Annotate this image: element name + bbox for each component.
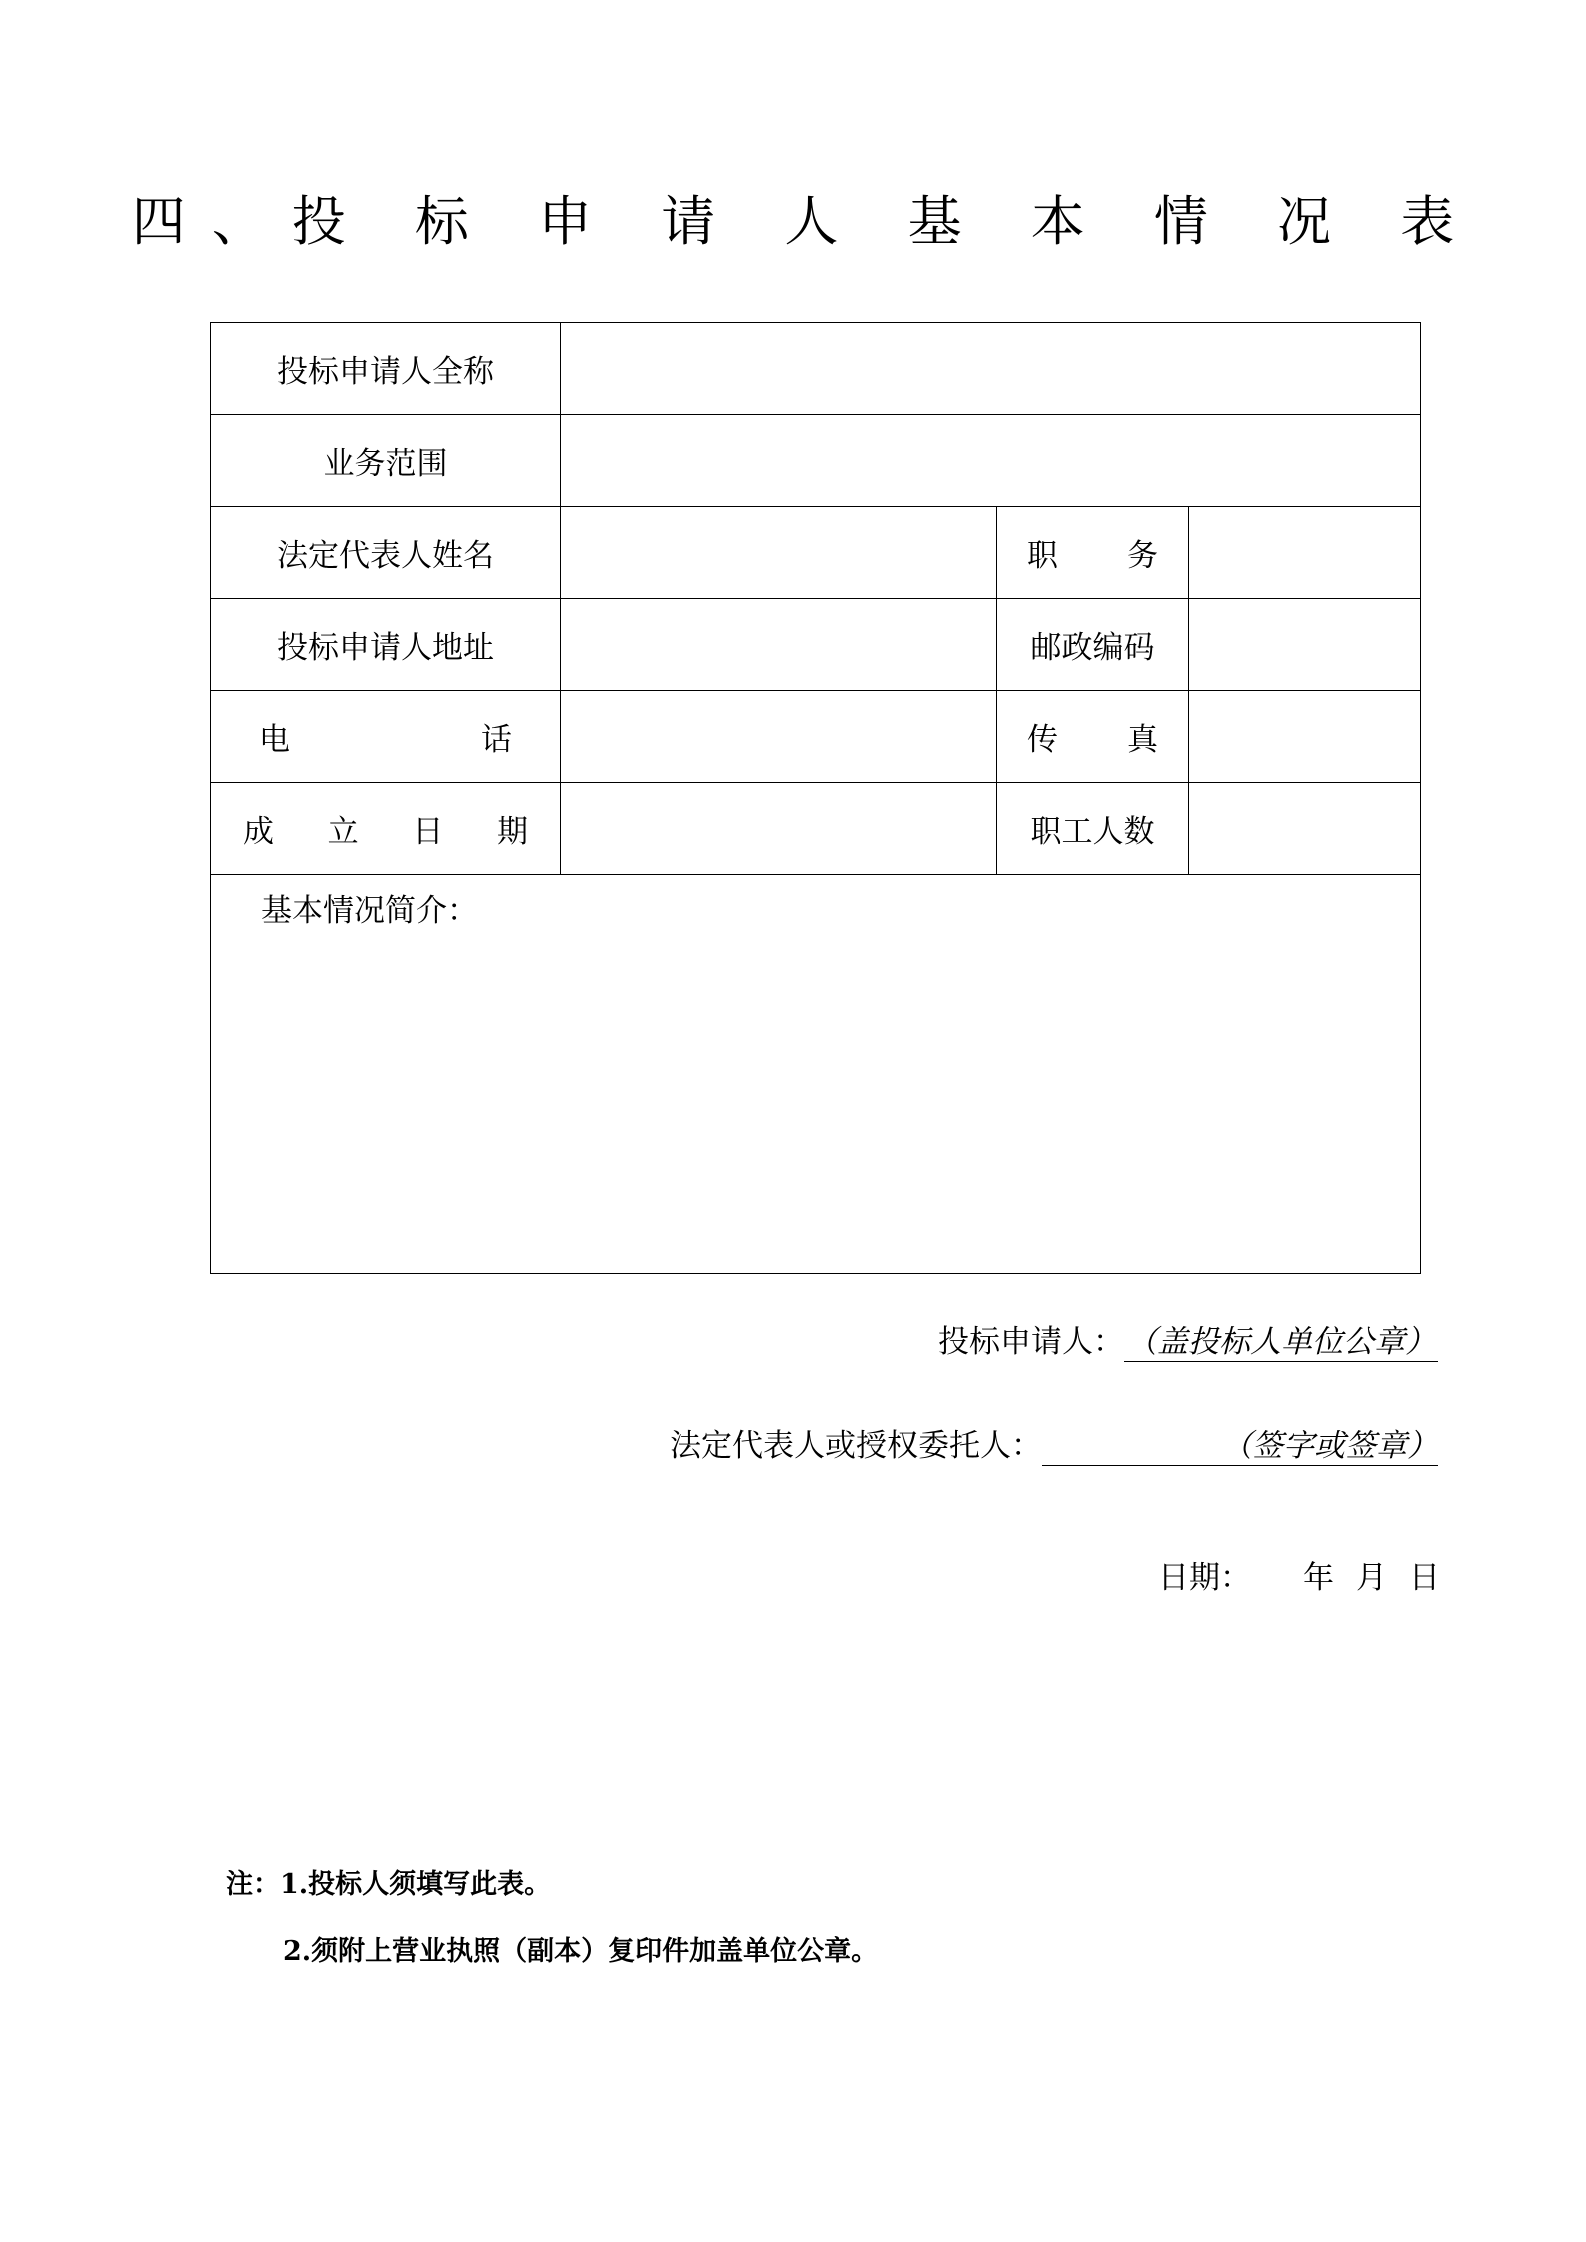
date-line [1158, 1552, 1440, 1597]
intro-field[interactable] [211, 875, 1421, 1274]
postcode-label: 邮政编码 [997, 599, 1189, 691]
rep-signature-line [670, 1420, 1438, 1466]
legal-rep-label: 法定代表人姓名 [211, 507, 561, 599]
table-row [211, 415, 1421, 507]
staff-count-label: 职工人数 [997, 783, 1189, 875]
business-scope-label: 业务范围 [211, 415, 561, 507]
table-row [211, 783, 1421, 875]
applicant-seal-field[interactable]: （盖投标人单位公章） [1126, 1324, 1436, 1360]
note-1: 注：1.投标人须填写此表。 [226, 1869, 552, 1900]
table-row [211, 691, 1421, 783]
rep-signature-field[interactable]: （签字或签章） [1042, 1427, 1438, 1466]
founded-date-label: 成 立 日 期 [211, 783, 561, 875]
position-label: 职 务 [997, 507, 1189, 599]
postcode-field[interactable] [1189, 599, 1421, 691]
applicant-label: 投标申请人： [938, 1324, 1124, 1360]
date-label: 日期： [1158, 1560, 1251, 1596]
table-row [211, 875, 1421, 1274]
date-year: 年 [1303, 1560, 1334, 1596]
date-day: 日 [1409, 1560, 1440, 1596]
table-row [211, 599, 1421, 691]
full-name-label: 投标申请人全称 [211, 323, 561, 415]
phone-field[interactable] [561, 691, 997, 783]
address-label: 投标申请人地址 [211, 599, 561, 691]
staff-count-field[interactable] [1189, 783, 1421, 875]
founded-date-field[interactable] [561, 783, 997, 875]
table-row [211, 507, 1421, 599]
note-2: 2.须附上营业执照（副本）复印件加盖单位公章。 [283, 1936, 879, 1967]
fax-label: 传 真 [997, 691, 1189, 783]
full-name-field[interactable] [561, 323, 1421, 415]
business-scope-field[interactable] [561, 415, 1421, 507]
intro-label: 基本情况简介： [261, 893, 478, 929]
page-title: 四、投 标 申 请 人 基 本 情 况 表 [131, 190, 1481, 253]
applicant-signature-line [938, 1316, 1438, 1362]
address-field[interactable] [561, 599, 997, 691]
legal-rep-field[interactable] [561, 507, 997, 599]
rep-label: 法定代表人或授权委托人： [670, 1428, 1042, 1464]
table-row [211, 323, 1421, 415]
applicant-info-table [210, 322, 1421, 1274]
date-month: 月 [1356, 1560, 1387, 1596]
phone-label: 电 话 [211, 691, 561, 783]
fax-field[interactable] [1189, 691, 1421, 783]
position-field[interactable] [1189, 507, 1421, 599]
